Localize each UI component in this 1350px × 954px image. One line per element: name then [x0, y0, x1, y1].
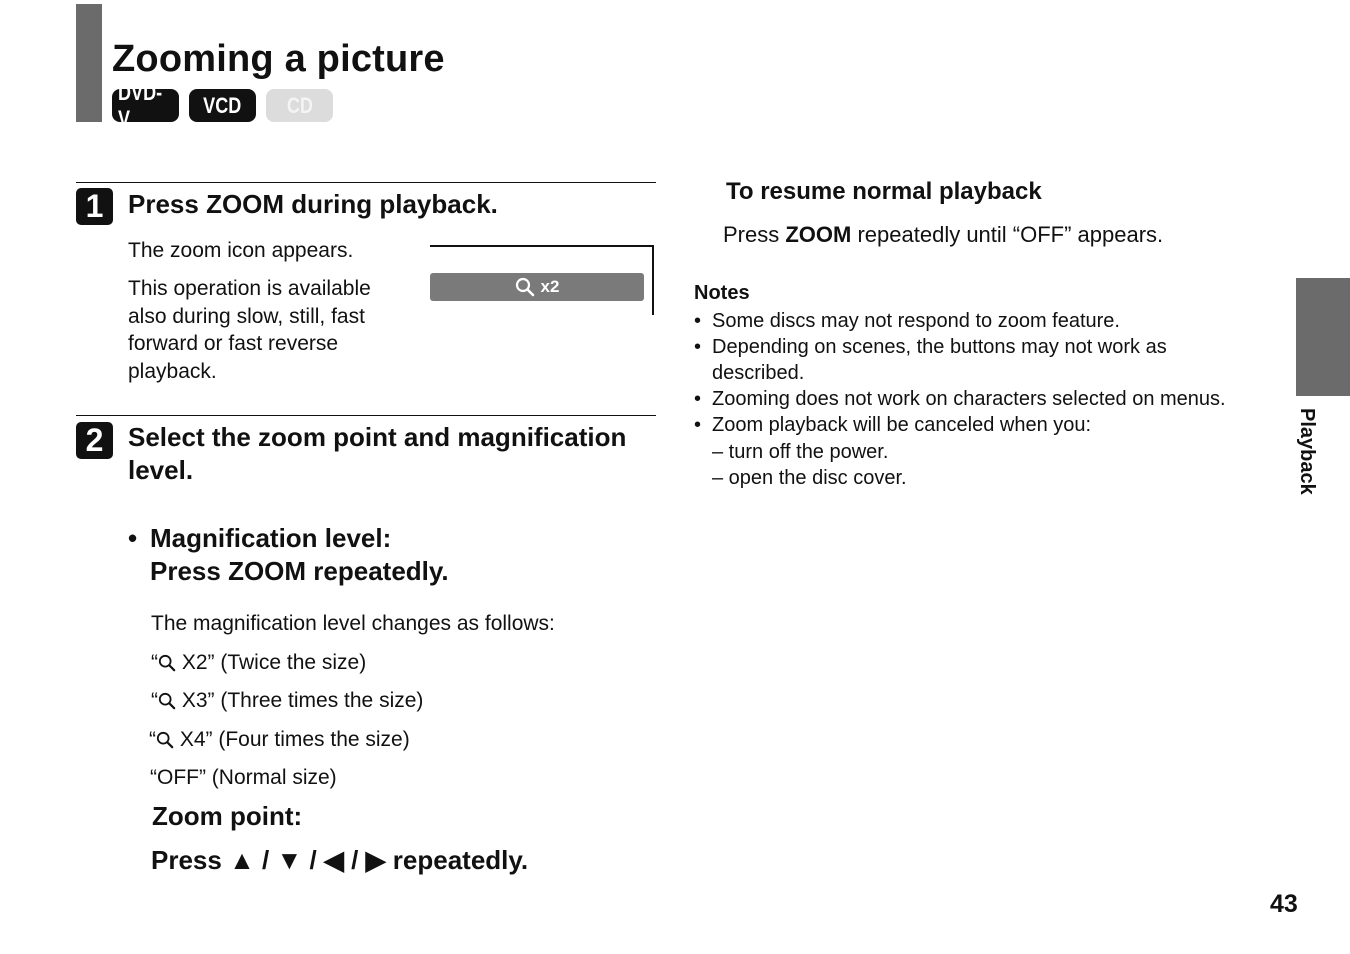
notes-title: Notes	[694, 282, 750, 304]
zoom-point-title: Zoom point:	[152, 801, 303, 831]
step1-divider	[76, 182, 656, 183]
note-bullet: •	[694, 388, 702, 410]
step2-divider	[76, 415, 656, 416]
resume-title: To resume normal playback	[726, 178, 1042, 205]
note-item: Zoom playback will be canceled when you:	[712, 414, 1092, 436]
note-subitem: – open the disc cover.	[712, 467, 907, 489]
resume-text: Press ZOOM repeatedly until “OFF” appears.	[723, 222, 1164, 247]
level-off: “OFF” (Normal size)	[150, 766, 337, 789]
note-item: Zooming does not work on characters selected on menus.	[712, 388, 1226, 410]
level-x3: “ X3” (Three times the size)	[151, 689, 424, 712]
note-bullet: •	[694, 414, 702, 436]
note-bullet: •	[694, 310, 702, 332]
page-title: Zooming a picture	[112, 38, 445, 80]
arrow-up-icon: ▲	[229, 845, 255, 875]
step2-heading	[128, 421, 626, 487]
arrow-left-icon: ◀	[323, 845, 344, 875]
magnifier-icon	[156, 731, 174, 749]
magnification-block	[150, 522, 449, 588]
badge-vcd: VCD	[189, 89, 256, 122]
magnification-bullet: •	[128, 523, 138, 553]
step2-number: 2	[76, 422, 113, 459]
step1-para-line: forward or fast reverse	[128, 332, 339, 355]
magnification-intro: The magnification level changes as follows:	[151, 612, 555, 635]
note-item-continued: described.	[712, 362, 805, 384]
magnifier-icon	[158, 654, 176, 672]
note-subitem: – turn off the power.	[712, 441, 889, 463]
section-tab-label: Playback	[1296, 408, 1318, 495]
title-accent-bar	[76, 4, 102, 122]
badge-dvd-v: DVD-V	[112, 89, 179, 122]
magnifier-icon	[158, 692, 176, 710]
note-item: Depending on scenes, the buttons may not work as	[712, 336, 1167, 358]
magnification-title: Magnification level:	[150, 523, 392, 553]
magnifier-icon	[515, 277, 535, 297]
step2-heading-line: level.	[128, 455, 194, 485]
step1-line1: The zoom icon appears.	[128, 239, 354, 262]
zoom-osd-indicator	[430, 273, 644, 301]
zoom-point-instruction: Press ▲ / ▼ / ◀ / ▶ repeatedly.	[151, 845, 529, 875]
arrow-down-icon: ▼	[276, 845, 303, 875]
section-tab	[1296, 278, 1350, 396]
step1-para-line: This operation is available	[128, 277, 371, 300]
step2-heading-line: Select the zoom point and magnification	[128, 422, 627, 452]
badge-cd: CD	[266, 89, 333, 122]
note-item: Some discs may not respond to zoom feature.	[712, 310, 1120, 332]
step1-para-line: playback.	[128, 359, 217, 383]
magnification-instruction: Press ZOOM repeatedly.	[150, 556, 449, 586]
level-x2: “ X2” (Twice the size)	[151, 651, 367, 674]
page-number: 43	[1270, 890, 1298, 918]
level-x4: “ X4” (Four times the size)	[149, 728, 410, 751]
arrow-right-icon: ▶	[365, 845, 386, 875]
zoom-osd-label: x2	[540, 277, 560, 296]
step1-heading: Press ZOOM during playback.	[128, 189, 498, 219]
note-bullet: •	[694, 336, 702, 358]
step1-number: 1	[76, 188, 113, 225]
step1-paragraph	[128, 275, 418, 385]
step1-para-line: also during slow, still, fast	[128, 304, 365, 328]
